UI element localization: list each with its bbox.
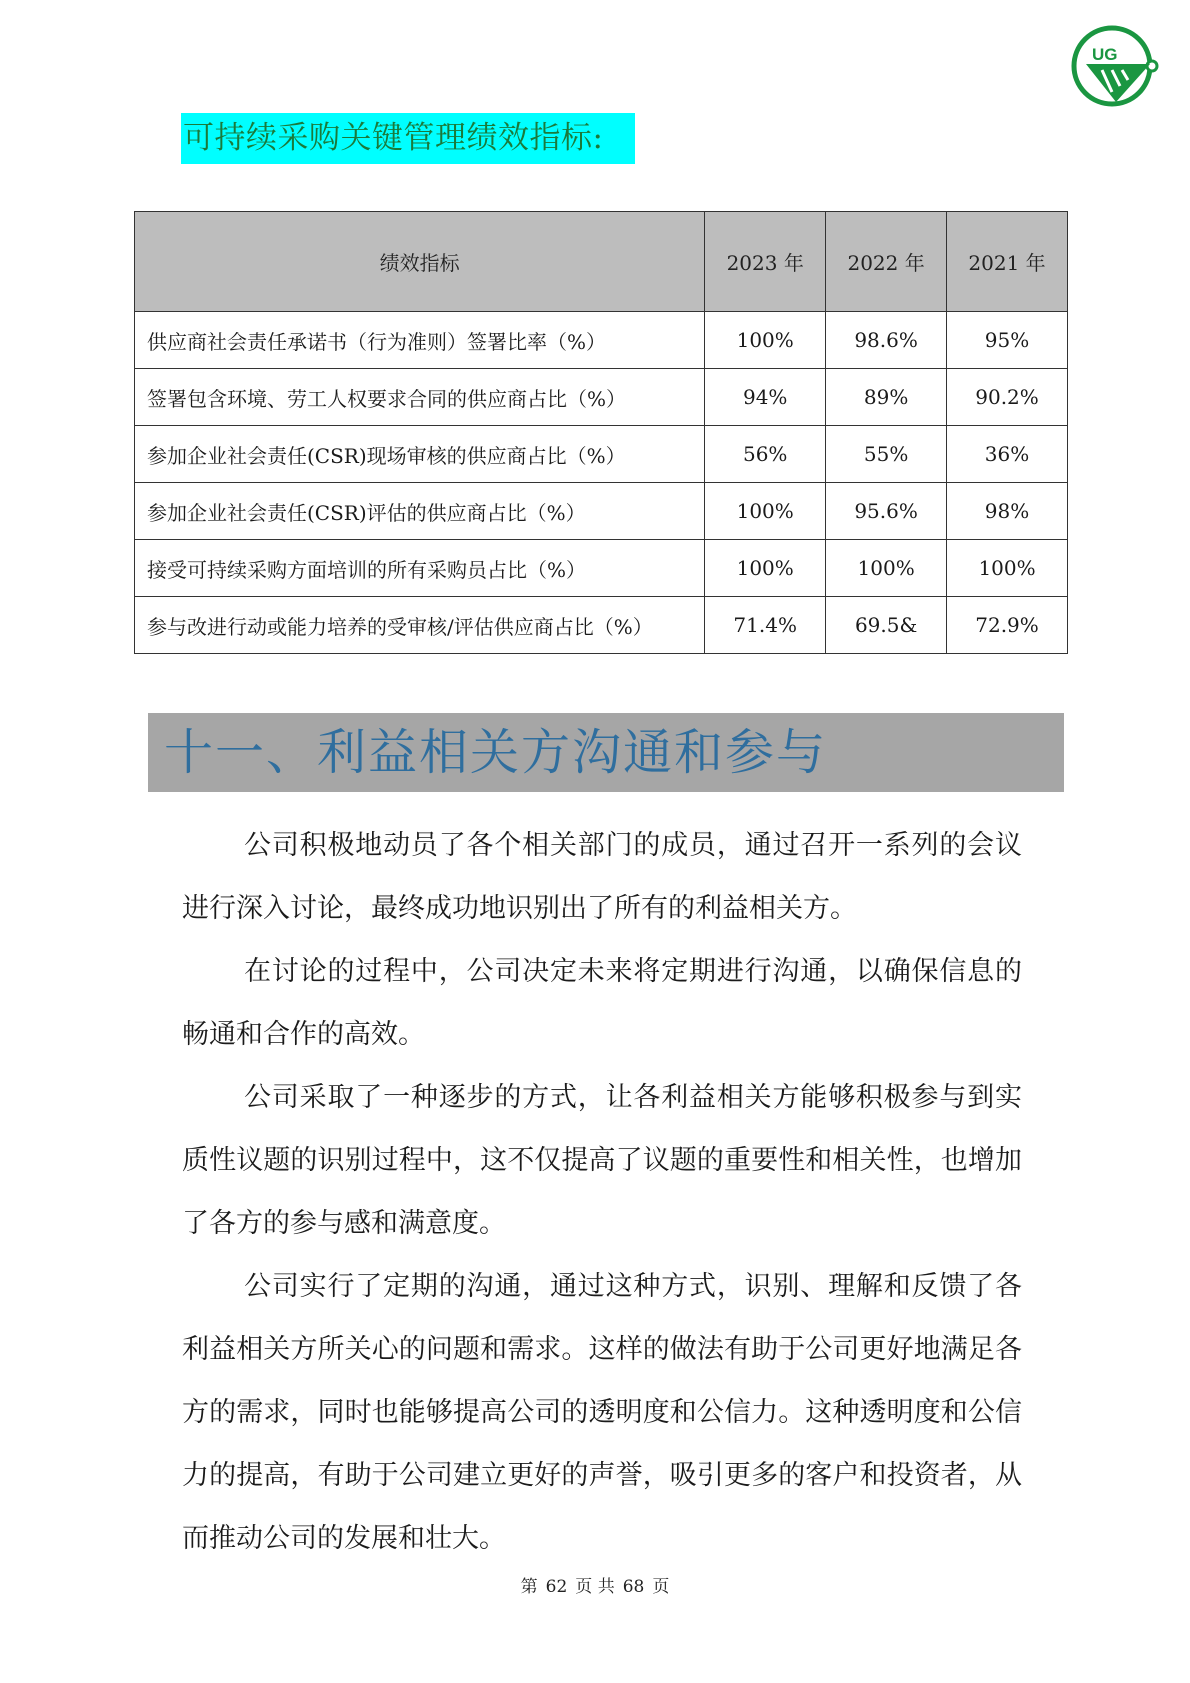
table-row (135, 369, 1068, 426)
header-2022: 2022 年 (826, 212, 947, 312)
cell-2023: 71.4% (705, 597, 826, 654)
logo-text: UG (1092, 45, 1118, 64)
section-title: 十一、利益相关方沟通和参与 (148, 713, 1064, 792)
paragraph: 公司积极地动员了各个相关部门的成员，通过召开一系列的会议进行深入讨论，最终成功地识别出了所有的利益相关方。 (182, 830, 1022, 924)
kpi-heading: 可持续采购关键管理绩效指标: (181, 113, 635, 164)
cell-2022: 89% (826, 369, 947, 426)
cell-2023: 94% (705, 369, 826, 426)
cell-2022: 100% (826, 540, 947, 597)
cell-2022: 98.6% (826, 312, 947, 369)
header-indicator: 绩效指标 (135, 212, 705, 312)
kpi-table (134, 211, 1068, 654)
paragraph: 公司实行了定期的沟通，通过这种方式，识别、理解和反馈了各利益相关方所关心的问题和需求。这样的做法有助于公司更好地满足各方的需求，同时也能够提高公司的透明度和公信力。这种透明度和公信力的提高，有助于公司建立更好的声誉，吸引更多的客户和投资者，从而推动公司的发展和壮大。 (182, 1271, 1022, 1554)
footer-prefix: 第 (520, 1577, 538, 1597)
footer-page-number: 62 (545, 1577, 568, 1597)
footer-suffix: 页 (652, 1577, 670, 1597)
row-label: 参加企业社会责任(CSR)现场审核的供应商占比（%） (135, 426, 705, 483)
cell-2021: 100% (947, 540, 1068, 597)
cell-2022: 55% (826, 426, 947, 483)
body-text (182, 814, 1022, 1570)
footer-total-pages: 68 (622, 1577, 645, 1597)
table-row (135, 597, 1068, 654)
table-row (135, 312, 1068, 369)
table-row (135, 426, 1068, 483)
paragraph: 在讨论的过程中，公司决定未来将定期进行沟通，以确保信息的畅通和合作的高效。 (182, 956, 1022, 1050)
cell-2022: 95.6% (826, 483, 947, 540)
row-label: 参加企业社会责任(CSR)评估的供应商占比（%） (135, 483, 705, 540)
row-label: 接受可持续采购方面培训的所有采购员占比（%） (135, 540, 705, 597)
cell-2023: 100% (705, 312, 826, 369)
cell-2023: 56% (705, 426, 826, 483)
cell-2021: 36% (947, 426, 1068, 483)
table-header-row (135, 212, 1068, 312)
cell-2023: 100% (705, 540, 826, 597)
row-label: 参与改进行动或能力培养的受审核/评估供应商占比（%） (135, 597, 705, 654)
row-label: 供应商社会责任承诺书（行为准则）签署比率（%） (135, 312, 705, 369)
cell-2021: 95% (947, 312, 1068, 369)
cell-2021: 98% (947, 483, 1068, 540)
header-2021: 2021 年 (947, 212, 1068, 312)
table-row (135, 483, 1068, 540)
table-row (135, 540, 1068, 597)
cell-2023: 100% (705, 483, 826, 540)
row-label: 签署包含环境、劳工人权要求合同的供应商占比（%） (135, 369, 705, 426)
cell-2021: 90.2% (947, 369, 1068, 426)
cell-2021: 72.9% (947, 597, 1068, 654)
footer-mid: 页 共 (575, 1577, 615, 1597)
cell-2022: 69.5& (826, 597, 947, 654)
page-footer (0, 1572, 1190, 1597)
paragraph: 公司采取了一种逐步的方式，让各利益相关方能够积极参与到实质性议题的识别过程中，这不仅提高了议题的重要性和相关性，也增加了各方的参与感和满意度。 (182, 1082, 1022, 1239)
company-logo (1068, 20, 1160, 112)
header-2023: 2023 年 (705, 212, 826, 312)
